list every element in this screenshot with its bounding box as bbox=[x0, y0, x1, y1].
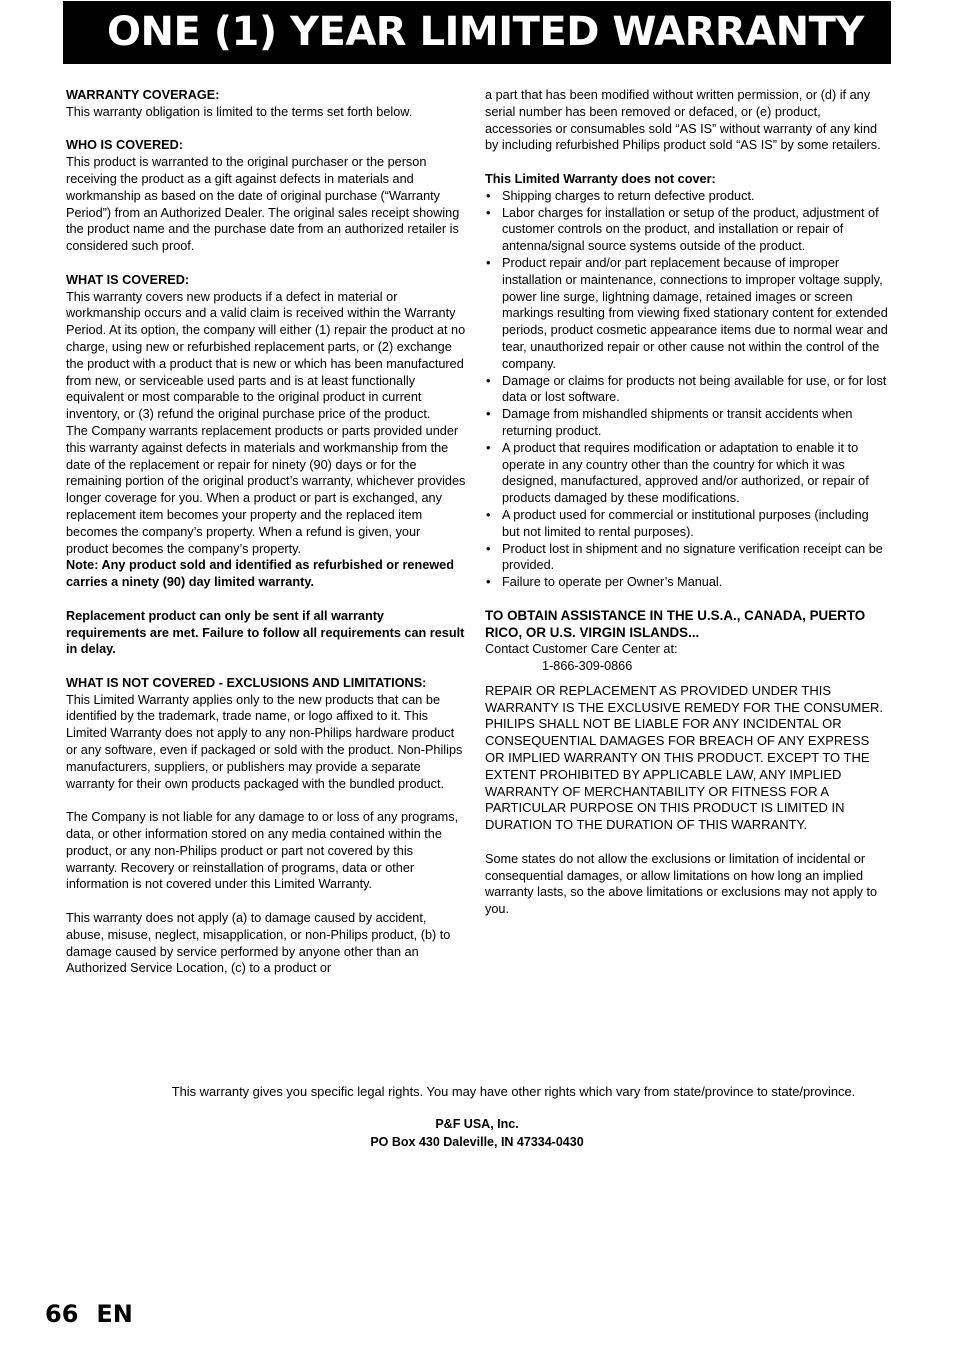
page-title: ONE (1) YEAR LIMITED WARRANTY bbox=[63, 1, 891, 64]
not-covered-heading: WHAT IS NOT COVERED - EXCLUSIONS AND LIMITATIONS: bbox=[66, 675, 427, 690]
list-item: • A product that requires modification or adaptation to enable it to operate in any country other than the country for which it was designed, manufactured, approved and/or authorized, or repair of products damaged by these modifications. bbox=[485, 440, 889, 507]
phone-number: 1-866-309-0866 bbox=[542, 659, 633, 674]
not-covered-text-3: This warranty does not apply (a) to damage caused by accident, abuse, misuse, neglect, misapplication, or non-Philips product, (b) to damage caused by service performed by anyone other than an Authorized Service Location, (c) to a product or bbox=[66, 911, 451, 976]
legal-rights-statement: This warranty gives you specific legal rights. You may have other rights which vary from state/province to state/province. bbox=[171, 1084, 856, 1099]
state-limitations-text: Some states do not allow the exclusions or limitation of incidental or consequential damages, or allow limitations on how long an implied warranty lasts, so the above limitations or exclusions may not apply to you. bbox=[485, 851, 878, 917]
who-is-covered-heading: WHO IS COVERED: bbox=[66, 138, 184, 153]
page-number: 66 bbox=[45, 1300, 79, 1328]
exclusions-continued-text: a part that has been modified without written permission, or (d) if any serial number has been removed or defaced, or (e) product, accessories or consumables sold “AS IS” without warranty of any kind by including refurbished Philips product sold “AS IS” by some retailers. bbox=[485, 88, 881, 153]
warranty-coverage-text: This warranty obligation is limited to the terms set forth below. bbox=[66, 104, 413, 119]
replacement-warranty-text: The Company warrants replacement products or parts provided under this warranty against defects in materials and workmanship from the date of the replacement or repair for ninety (90) days or for the remaining portion of the original product’s warranty, whichever provides longer coverage for you. When a product or part is exchanged, any replacement item becomes your property and the replaced item becomes the company’s property. When a refund is given, your product becomes the company’s property. bbox=[66, 423, 466, 556]
replacement-requirements-note: Replacement product can only be sent if all warranty requirements are met. Failure to follow all requirements can result in delay. bbox=[66, 608, 465, 657]
what-is-covered-heading: WHAT IS COVERED: bbox=[66, 272, 190, 287]
not-covered-text-2: The Company is not liable for any damage to or loss of any programs, data, or other information stored on any media contained within the product, or any non-Philips product or part not covered by this warranty. Recovery or reinstallation of programs, data or other information is not covered under this Limited Warranty. bbox=[66, 810, 459, 892]
list-item: • Product repair and/or part replacement because of improper installation or maintenance, connections to improper voltage supply, power line surge, lightning damage, retained images or screen markings resulting from viewing fixed stationary content for extended periods, product cosmetic appearance items due to normal wear and tear, unauthorized repair or other cause not within the control of the company. bbox=[485, 255, 889, 373]
list-item: • Damage from mishandled shipments or transit accidents when returning product. bbox=[485, 406, 889, 440]
list-item: • Labor charges for installation or setup of the product, adjustment of customer controls on the product, and installation or repair of antenna/signal source systems outside of the product. bbox=[485, 205, 889, 255]
company-info bbox=[0, 1115, 954, 1151]
what-is-covered-text: This warranty covers new products if a defect in material or workmanship occurs and a valid claim is received within the Warranty Period. At its option, the company will either (1) repair the product at no charge, using new or refurbished replacement parts, or (2) exchange the product with a product that is new or which has been manufactured from new, or serviceable used parts and is at least functionally equivalent or most comparable to the original product in current inventory, or (3) refund the original purchase price of the product. bbox=[66, 289, 466, 422]
refurbished-note: Note: Any product sold and identified as refurbished or renewed carries a ninety (90) day limited warranty. bbox=[66, 558, 454, 590]
not-covered-text-1: This Limited Warranty applies only to the new products that can be identified by the trademark, trade name, or logo affixed to it. This Limited Warranty does not apply to any non-Philips hardware product or any software, even if packaged or sold with the product. Non-Philips manufacturers, suppliers, or publishers may provide a separate warranty for their own products packaged with the bundled product. bbox=[66, 692, 463, 791]
does-not-cover-heading: This Limited Warranty does not cover: bbox=[485, 171, 716, 186]
list-item: • Shipping charges to return defective product. bbox=[485, 188, 889, 205]
who-is-covered-text: This product is warranted to the original purchaser or the person receiving the product as a gift against defects in materials and workmanship as based on the date of original purchase (“Warranty Period”) from an Authorized Dealer. The original sales receipt showing the product name and the purchase date from an authorized retailer is considered such proof. bbox=[66, 155, 460, 254]
does-not-cover-list bbox=[485, 188, 889, 591]
language-code: EN bbox=[96, 1300, 133, 1328]
page-footer bbox=[45, 1296, 133, 1332]
assistance-heading: TO OBTAIN ASSISTANCE IN THE U.S.A., CANADA, PUERTO RICO, OR U.S. VIRGIN ISLANDS... bbox=[485, 607, 866, 640]
left-column bbox=[66, 87, 466, 977]
list-item: • Product lost in shipment and no signature verification receipt can be provided. bbox=[485, 541, 889, 575]
list-item: • Damage or claims for products not being available for use, or for lost data or lost software. bbox=[485, 373, 889, 407]
list-item: • Failure to operate per Owner’s Manual. bbox=[485, 574, 889, 591]
exclusive-remedy-text: REPAIR OR REPLACEMENT AS PROVIDED UNDER THIS WARRANTY IS THE EXCLUSIVE REMEDY FOR THE CONSUMER. PHILIPS SHALL NOT BE LIABLE FOR ANY INCIDENTAL OR CONSEQUENTIAL DAMAGES FOR BREACH OF ANY EXPRESS OR IMPLIED WARRANTY ON THIS PRODUCT. EXCEPT TO THE EXTENT PROHIBITED BY APPLICABLE LAW, ANY IMPLIED WARRANTY OF MERCHANTABILITY OR FITNESS FOR A PARTICULAR PURPOSE ON THIS PRODUCT IS LIMITED IN DURATION TO THE DURATION OF THIS WARRANTY. bbox=[485, 682, 884, 833]
right-column bbox=[485, 87, 889, 918]
contact-text: Contact Customer Care Center at: bbox=[485, 642, 678, 657]
warranty-coverage-heading: WARRANTY COVERAGE: bbox=[66, 88, 220, 102]
company-name: P&F USA, Inc. bbox=[435, 1117, 519, 1131]
company-address: PO Box 430 Daleville, IN 47334-0430 bbox=[370, 1135, 584, 1149]
list-item: • A product used for commercial or institutional purposes (including but not limited to rental purposes). bbox=[485, 507, 889, 541]
